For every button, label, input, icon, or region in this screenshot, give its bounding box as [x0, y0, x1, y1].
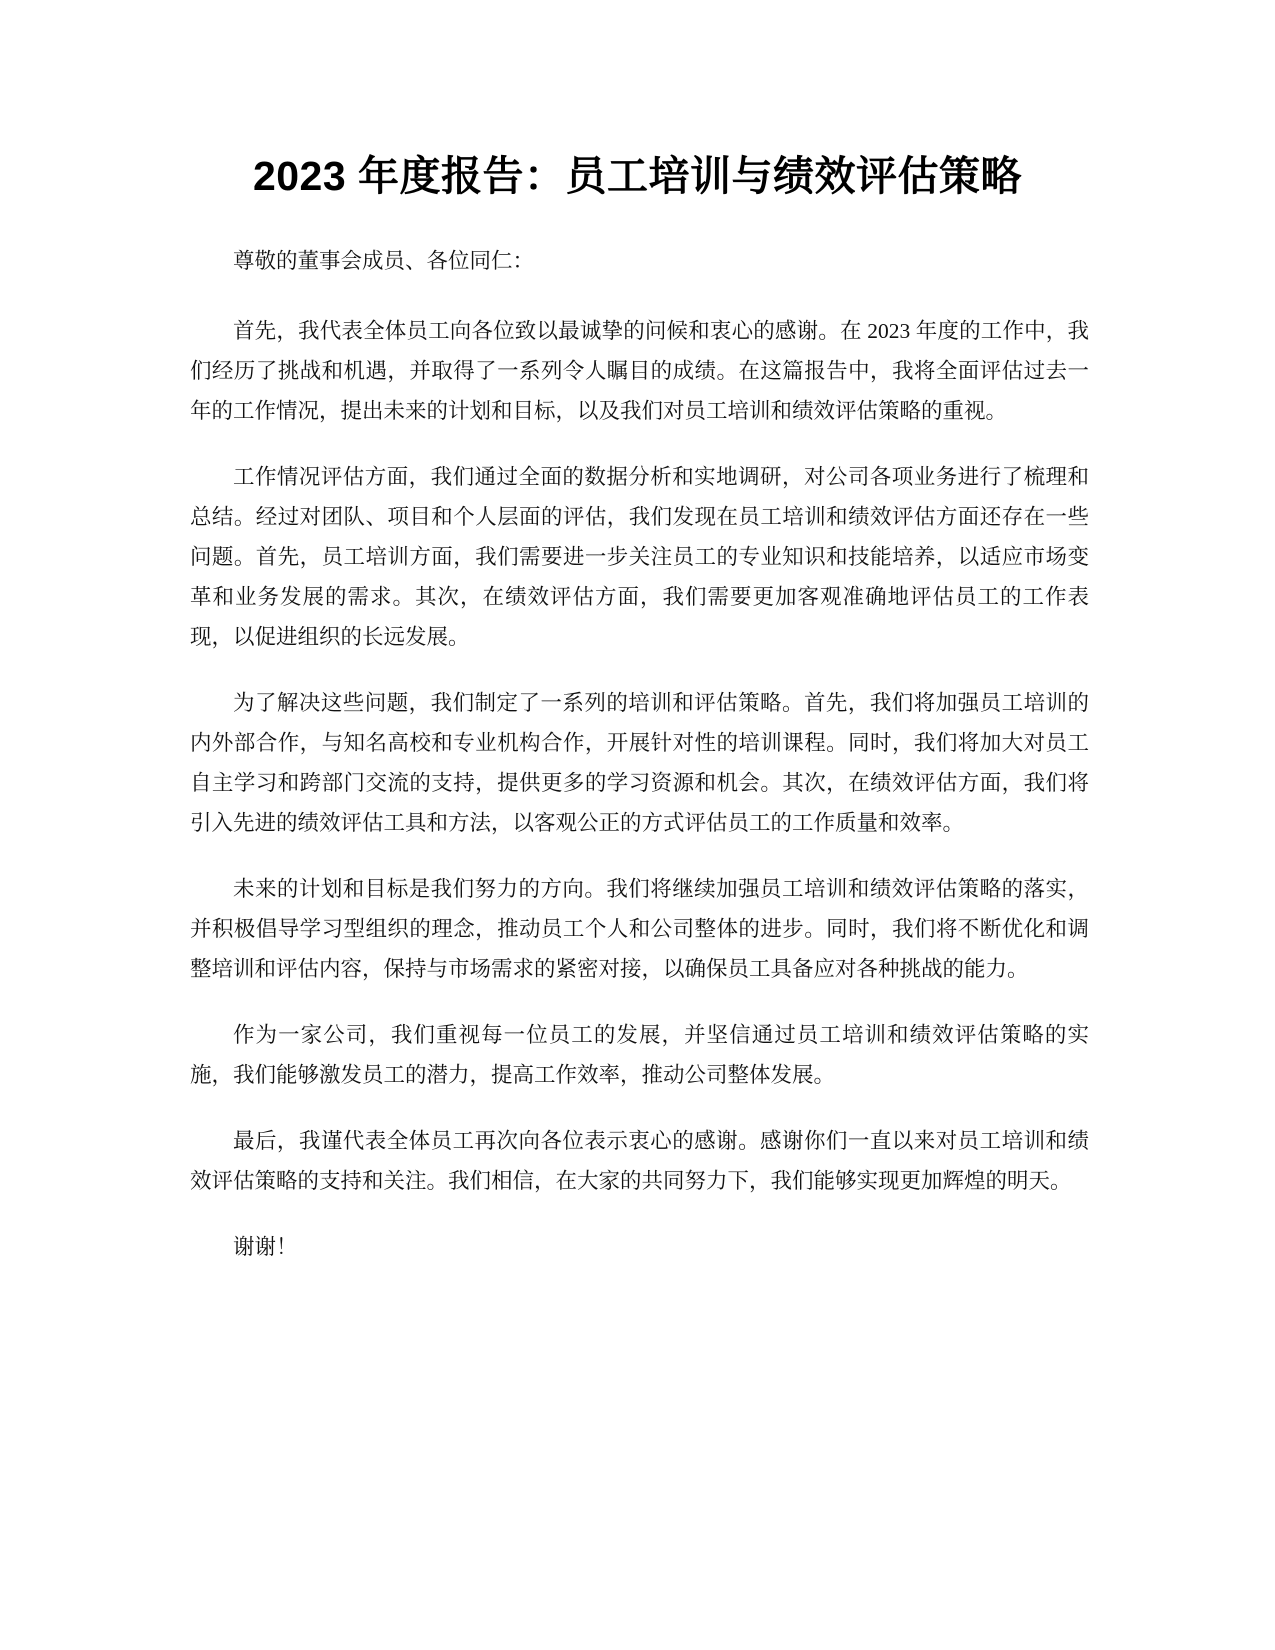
greeting-paragraph: 尊敬的董事会成员、各位同仁：: [233, 249, 535, 273]
body-paragraph-4: 未来的计划和目标是我们努力的方向。我们将继续加强员工培训和绩效评估策略的落实，并积极倡导学习型组织的理念，推动员工个人和公司整体的进步。同时，我们将不断优化和调整培训和评估内容，保持与市场需求的紧密对接，以确保员工具备应对各种挑战的能力。: [190, 877, 1089, 981]
body-paragraph-5: 作为一家公司，我们重视每一位员工的发展，并坚信通过员工培训和绩效评估策略的实施，我们能够激发员工的潜力，提高工作效率，推动公司整体发展。: [190, 1023, 1089, 1087]
body-paragraph-2: 工作情况评估方面，我们通过全面的数据分析和实地调研，对公司各项业务进行了梳理和总结。经过对团队、项目和个人层面的评估，我们发现在员工培训和绩效评估方面还存在一些问题。首先，员工培训方面，我们需要进一步关注员工的专业知识和技能培养，以适应市场变革和业务发展的需求。其次，在绩效评估方面，我们需要更加客观准确地评估员工的工作表现，以促进组织的长远发展。: [190, 465, 1089, 649]
body-paragraph-3: 为了解决这些问题，我们制定了一系列的培训和评估策略。首先，我们将加强员工培训的内外部合作，与知名高校和专业机构合作，开展针对性的培训课程。同时，我们将加大对员工自主学习和跨部门交流的支持，提供更多的学习资源和机会。其次，在绩效评估方面，我们将引入先进的绩效评估工具和方法，以客观公正的方式评估员工的工作质量和效率。: [190, 691, 1089, 835]
document-title: 2023 年度报告：员工培训与绩效评估策略: [252, 153, 1023, 199]
body-paragraph-1: 首先，我代表全体员工向各位致以最诚挚的问候和衷心的感谢。在 2023 年度的工作中，我们经历了挑战和机遇，并取得了一系列令人瞩目的成绩。在这篇报告中，我将全面评估过去一年的工作情况，提出未来的计划和目标，以及我们对员工培训和绩效评估策略的重视。: [190, 319, 1089, 423]
closing-paragraph: 谢谢！: [233, 1235, 298, 1259]
body-paragraph-6: 最后，我谨代表全体员工再次向各位表示衷心的感谢。感谢你们一直以来对员工培训和绩效评估策略的支持和关注。我们相信，在大家的共同努力下，我们能够实现更加辉煌的明天。: [190, 1129, 1089, 1193]
document-body: [190, 241, 1089, 1267]
